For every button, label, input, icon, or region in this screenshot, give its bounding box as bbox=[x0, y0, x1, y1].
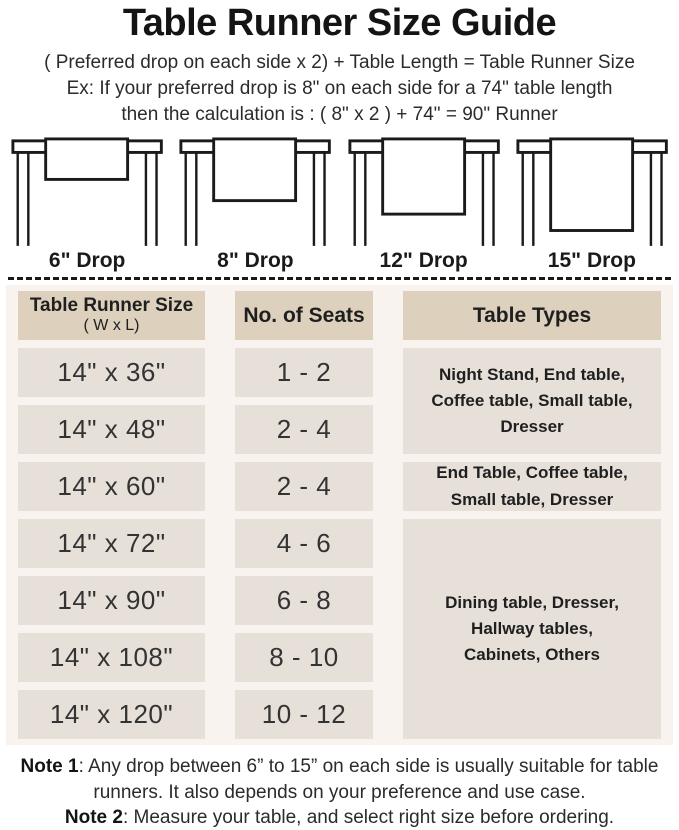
runner-size-value: 14" x 120" bbox=[49, 699, 174, 730]
table-types-cell-small bbox=[403, 348, 661, 454]
runner-size-cell bbox=[18, 690, 205, 739]
runner-size-value: 14" x 36" bbox=[57, 357, 166, 388]
seats-value: 2 - 4 bbox=[276, 414, 332, 445]
drop-label: 12" Drop bbox=[379, 249, 468, 273]
seats-cell bbox=[235, 633, 373, 682]
formula-text: ( Preferred drop on each side x 2) + Table Length = Table Runner Size bbox=[44, 51, 635, 73]
runner-size-value: 14" x 72" bbox=[57, 528, 166, 559]
table-illustration-svg bbox=[347, 137, 501, 248]
note-1-text: : Any drop between 6” to 15” on each side is usually suitable for table runners. It also depends on your preference and use case. bbox=[78, 756, 659, 803]
note-2 bbox=[2, 805, 677, 830]
illustration-15-drop bbox=[515, 137, 669, 273]
runner-size-cell bbox=[18, 405, 205, 454]
drop-label: 6" Drop bbox=[48, 249, 126, 273]
note-1 bbox=[2, 754, 677, 805]
runner-size-cell bbox=[18, 348, 205, 397]
seats-value: 8 - 10 bbox=[269, 642, 339, 673]
runner-size-cell bbox=[18, 576, 205, 625]
runner bbox=[46, 139, 128, 179]
seats-cell bbox=[235, 405, 373, 454]
seats-cell bbox=[235, 576, 373, 625]
table-types-text: Dining table, Dresser, Hallway tables, Cabinets, Others bbox=[445, 592, 619, 665]
illustration-6-drop bbox=[10, 137, 164, 273]
drop-label: 8" Drop bbox=[217, 249, 294, 273]
runner-size-cell bbox=[18, 633, 205, 682]
runner bbox=[550, 139, 632, 231]
note-2-text: : Measure your table, and select right size before ordering. bbox=[122, 806, 615, 828]
header-runner-size-subtitle: ( W x L) bbox=[83, 316, 140, 334]
runner-size-value: 14" x 90" bbox=[57, 585, 166, 616]
seats-cell bbox=[235, 519, 373, 568]
seats-cell bbox=[235, 348, 373, 397]
header-seats-label: No. of Seats bbox=[243, 303, 365, 327]
header-table-types-label: Table Types bbox=[472, 303, 592, 327]
seats-cell bbox=[235, 690, 373, 739]
notes-section bbox=[0, 754, 679, 830]
table-types-cell-medium bbox=[403, 462, 661, 511]
table-illustration-svg bbox=[10, 137, 164, 248]
drop-label: 15" Drop bbox=[547, 249, 636, 273]
runner-size-cell bbox=[18, 462, 205, 511]
runner-size-cell bbox=[18, 519, 205, 568]
illustration-12-drop bbox=[347, 137, 501, 273]
dashed-divider bbox=[8, 277, 671, 280]
header-table-types bbox=[403, 291, 661, 340]
drop-illustrations bbox=[0, 128, 679, 273]
seats-value: 1 - 2 bbox=[276, 357, 332, 388]
table-illustration-svg bbox=[515, 137, 669, 248]
runner-size-value: 14" x 48" bbox=[57, 414, 166, 445]
example-line-2: then the calculation is : ( 8" x 2 ) + 74" = 90" Runner bbox=[121, 103, 558, 125]
note-2-label: Note 2 bbox=[64, 806, 123, 828]
size-guide-table bbox=[6, 285, 673, 745]
page-title: Table Runner Size Guide bbox=[122, 2, 557, 44]
table-illustration-svg bbox=[178, 137, 332, 248]
header-runner-size-title: Table Runner Size bbox=[29, 294, 194, 316]
seats-value: 10 - 12 bbox=[261, 699, 347, 730]
note-1-label: Note 1 bbox=[20, 756, 79, 778]
header-runner-size bbox=[18, 291, 205, 340]
seats-value: 2 - 4 bbox=[276, 471, 332, 502]
example-line-1: Ex: If your preferred drop is 8" on each side for a 74" table length bbox=[66, 77, 613, 99]
table-types-text: End Table, Coffee table, Small table, Dresser bbox=[436, 463, 628, 509]
table-types-text: Night Stand, End table, Coffee table, Small table, Dresser bbox=[431, 364, 633, 437]
seats-value: 4 - 6 bbox=[276, 528, 332, 559]
runner-size-value: 14" x 108" bbox=[49, 642, 174, 673]
runner-size-value: 14" x 60" bbox=[57, 471, 166, 502]
seats-value: 6 - 8 bbox=[276, 585, 332, 616]
header-seats bbox=[235, 291, 373, 340]
runner bbox=[214, 139, 296, 201]
illustration-8-drop bbox=[178, 137, 332, 273]
seats-cell bbox=[235, 462, 373, 511]
runner bbox=[382, 139, 464, 214]
table-types-cell-large bbox=[403, 519, 661, 739]
